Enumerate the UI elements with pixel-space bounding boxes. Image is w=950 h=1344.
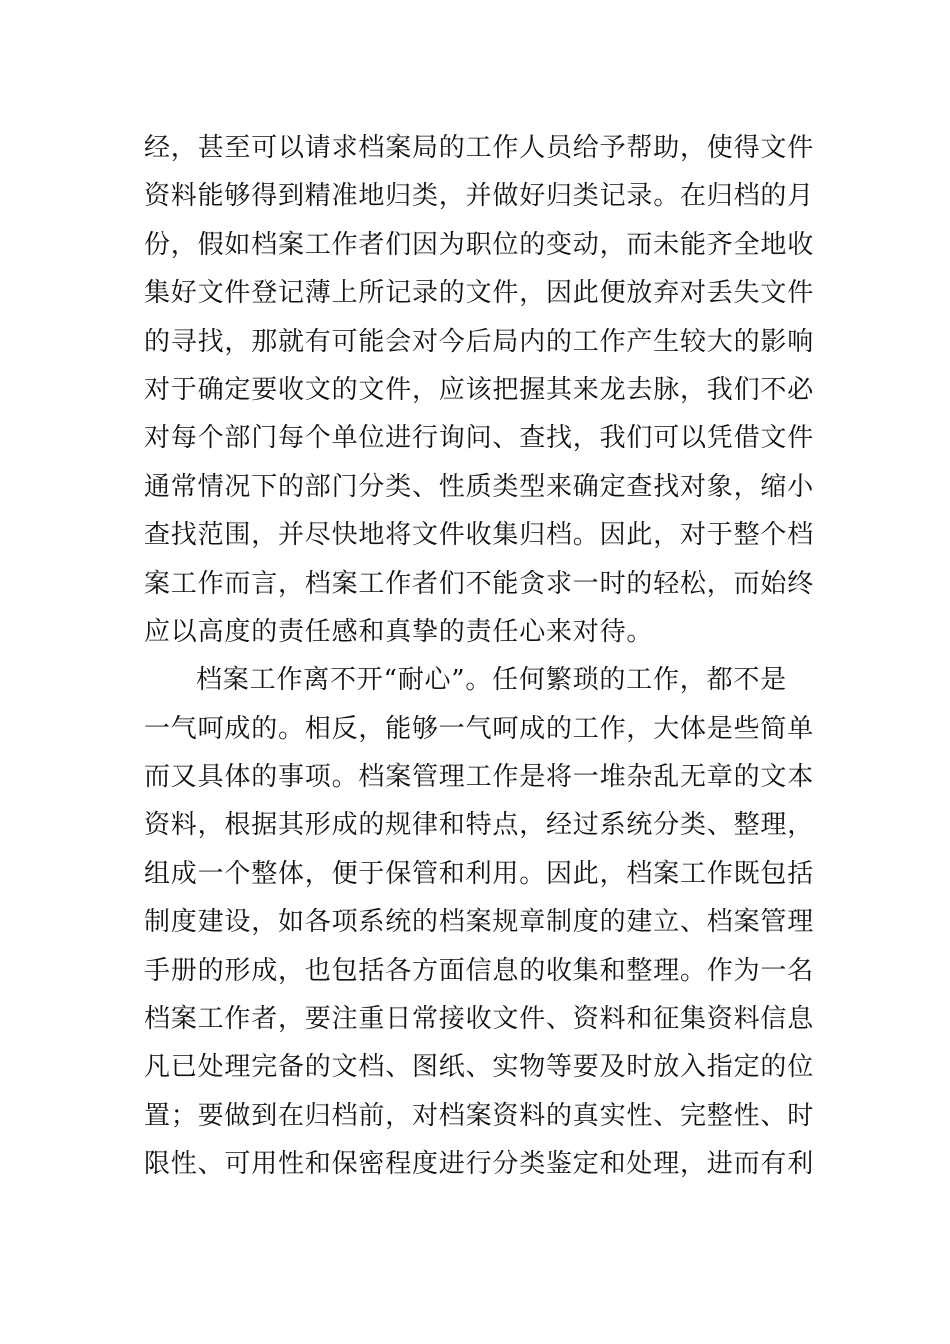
text-line: 的寻找，那就有可能会对今后局内的工作产生较大的影响: [144, 326, 815, 357]
text-line: 资料，根据其形成的规律和特点，经过系统分类、整理，: [144, 810, 815, 841]
text-line: 一气呵成的。相反，能够一气呵成的工作，大体是些简单: [144, 713, 815, 744]
text-line: 而又具体的事项。档案管理工作是将一堆杂乱无章的文本: [144, 762, 815, 793]
text-line: 档案工作者，要注重日常接收文件、资料和征集资料信息: [144, 1004, 815, 1035]
text-line: 制度建设，如各项系统的档案规章制度的建立、档案管理: [144, 907, 815, 938]
text-line: 集好文件登记薄上所记录的文件，因此便放弃对丢失文件: [144, 278, 815, 309]
text-line: 置；要做到在归档前，对档案资料的真实性、完整性、时: [144, 1100, 815, 1131]
text-line: 手册的形成，也包括各方面信息的收集和整理。作为一名: [144, 955, 815, 986]
text-line: 资料能够得到精准地归类，并做好归类记录。在归档的月: [144, 181, 815, 212]
text-line: 应以高度的责任感和真挚的责任心来对待。: [144, 616, 654, 647]
text-line: 份，假如档案工作者们因为职位的变动，而未能齐全地收: [144, 229, 815, 260]
body-text: [144, 124, 824, 1189]
text-line: 查找范围，并尽快地将文件收集归档。因此，对于整个档: [144, 520, 815, 551]
text-line: 通常情况下的部门分类、性质类型来确定查找对象，缩小: [144, 471, 815, 502]
text-line: 对每个部门每个单位进行询问、查找，我们可以凭借文件: [144, 423, 815, 454]
text-line: 限性、可用性和保密程度进行分类鉴定和处理，进而有利: [144, 1149, 815, 1180]
text-line: 凡已处理完备的文档、图纸、实物等要及时放入指定的位: [144, 1052, 815, 1083]
text-line: 经，甚至可以请求档案局的工作人员给予帮助，使得文件: [144, 133, 815, 163]
paragraph-start-line: 档案工作离不开“耐心”。任何繁琐的工作，都不是: [196, 665, 787, 696]
text-line: 对于确定要收文的文件，应该把握其来龙去脉，我们不必: [144, 374, 815, 405]
text-line: 案工作而言，档案工作者们不能贪求一时的轻松，而始终: [144, 568, 815, 599]
text-line: 组成一个整体，便于保管和利用。因此，档案工作既包括: [144, 858, 815, 889]
